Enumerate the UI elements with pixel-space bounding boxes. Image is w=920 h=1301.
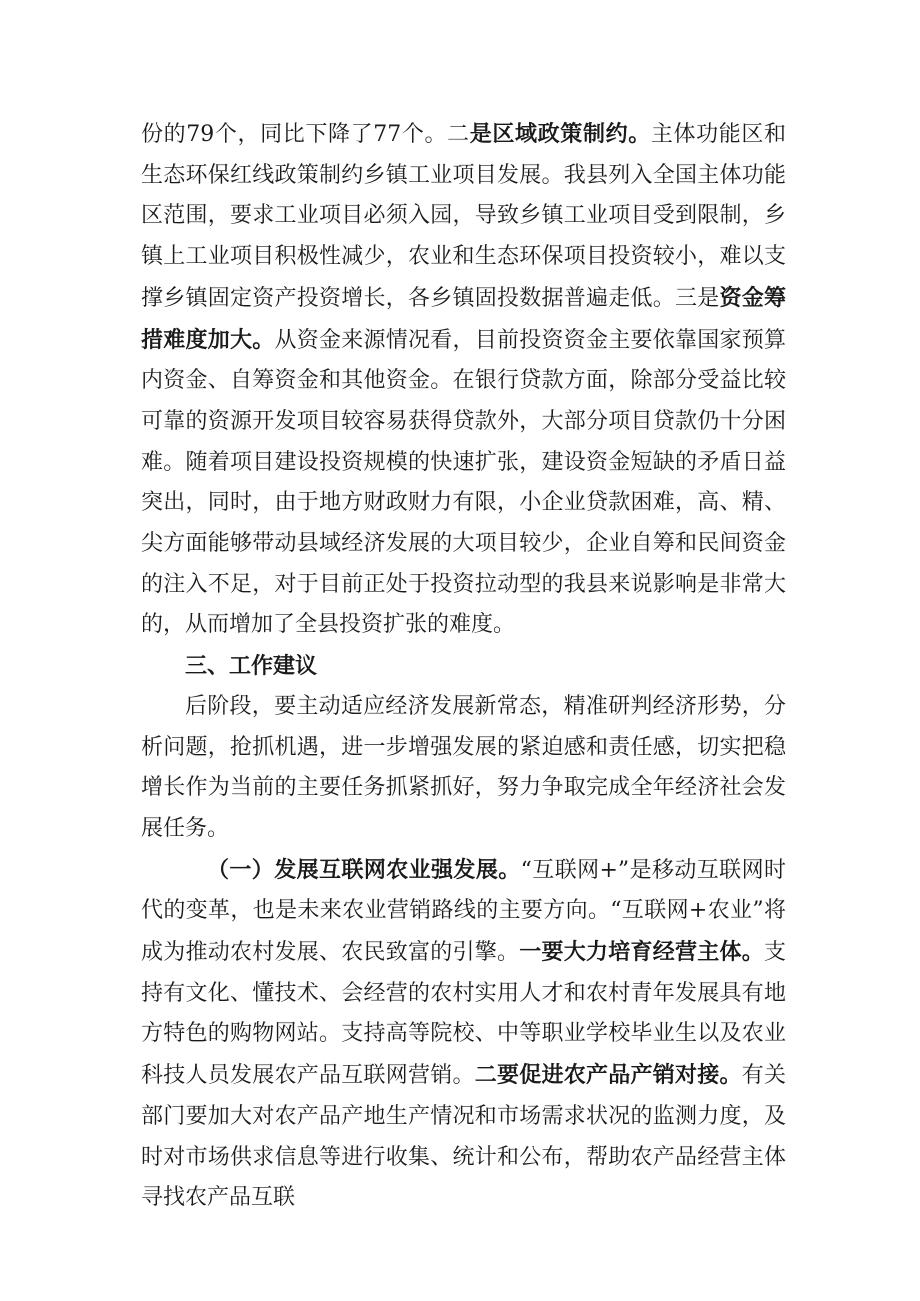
- bold-point-funding-difficulty: 资金筹措难度加大。: [141, 284, 786, 353]
- text-segment: 有关部门要加大对农产品产地生产情况和市场需求状况的监测力度，及时对市场供求信息等进行收集、统计和公布，帮助农产品经营主体寻找农产品互联: [141, 1063, 786, 1211]
- document-body: [141, 114, 786, 1219]
- bold-point-policy-constraint: 是区域政策制约。: [469, 121, 651, 147]
- subheading-internet-agriculture: （一）发展互联网农业强发展。: [207, 856, 521, 883]
- text-segment: 主体功能区和生态环保红线政策制约乡镇工业项目发展。我县列入全国主体功能区范围，要求工业项目必须入园，导致乡镇工业项目受到限制，乡镇上工业项目积极性减少，农业和生态环保项目投资较小，难以支撑乡镇固定资产投资增长，各乡镇固投数据普遍走低。三是: [141, 122, 786, 311]
- bold-point-production-sales: 二要促进农产品产销对接。: [474, 1062, 742, 1089]
- bold-point-cultivate-operators: 一要大力培育经营主体。: [519, 939, 764, 966]
- text-segment: 从资金来源情况看，目前投资资金主要依靠国家预算内资金、自筹资金和其他资金。在银行贷款方面，除部分受益比较可靠的资源开发项目较容易获得贷款外，大部分项目贷款仍十分困难。随着项目建设投资规模的快速扩张，建设资金短缺的矛盾日益突出，同时，由于地方财政财力有限，小企业贷款困难，高、精、尖方面能够带动县域经济发展的大项目较少，企业自筹和民间资金的注入不足，对于目前正处于投资拉动型的我县来说影响是非常大的，从而增加了全县投资扩张的难度。: [141, 327, 786, 638]
- section-heading-work-suggestions: 三、工作建议: [185, 653, 318, 680]
- paragraph-internet-agriculture: [141, 850, 786, 1219]
- text-segment: 支持有文化、懂技术、会经营的农村实用人才和农村青年发展具有地方特色的购物网站。支持高等院校、中等职业学校毕业生以及农业科技人员发展农产品互联网营销。: [141, 940, 786, 1089]
- text-segment: 份的79个，同比下降了77个。二: [141, 122, 470, 147]
- text-segment: “互联网+”是移动互联网时代的变革，也是未来农业营销路线的主要方向。“互联网+农业”将成为推动农村发展、农民致富的引擎。: [141, 857, 786, 966]
- paragraph-next-stage: 后阶段，要主动适应经济发展新常态，精准研判经济形势，分析问题，抢抓机遇，进一步增强发展的紧迫感和责任感，切实把稳增长作为当前的主要任务抓紧抓好，努力争取完成全年经济社会发展任务。: [141, 693, 786, 841]
- paragraph-investment-constraints: [141, 114, 786, 646]
